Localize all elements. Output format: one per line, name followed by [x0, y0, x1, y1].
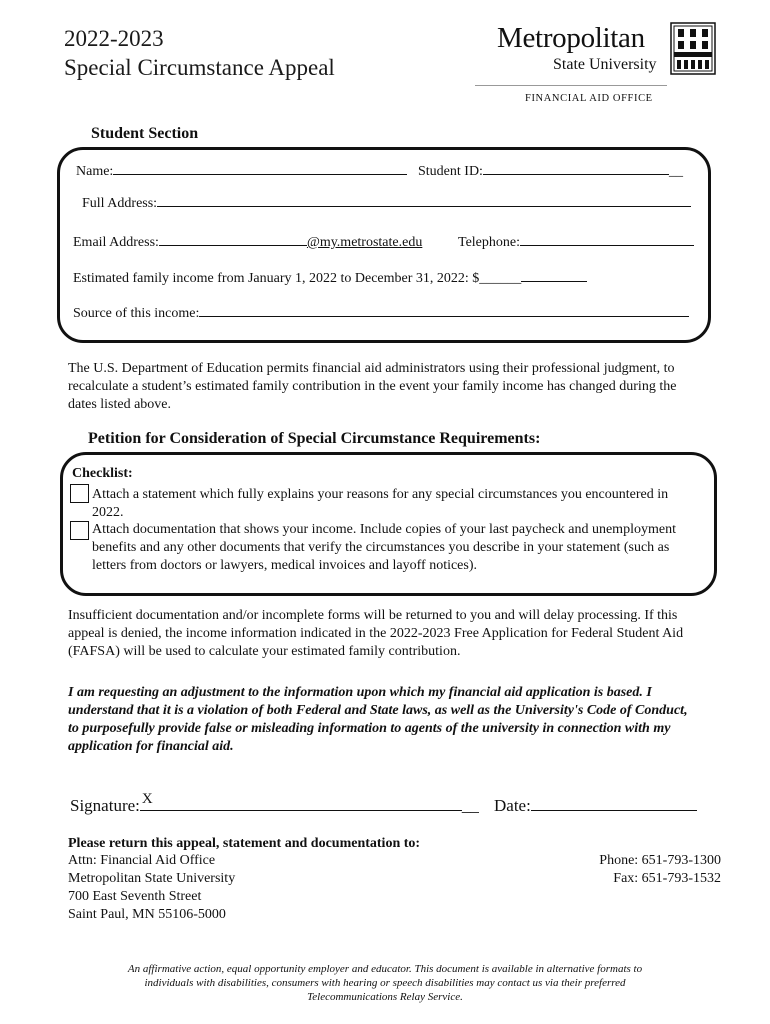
- university-logo-name: Metropolitan: [497, 22, 645, 54]
- checklist-checkbox-statement[interactable]: [70, 484, 89, 503]
- signature-mark: X: [141, 791, 153, 807]
- checklist-checkbox-documentation[interactable]: [70, 521, 89, 540]
- income-field[interactable]: [521, 268, 587, 282]
- signature-field[interactable]: [140, 791, 462, 811]
- footer-line-2: individuals with disabilities, consumers with hearing or speech disabilities may contact us via their preferred: [144, 977, 626, 989]
- return-phone: Phone: 651-793-1300: [599, 853, 721, 868]
- student-id-suffix: __: [668, 164, 683, 179]
- income-row: [73, 268, 587, 288]
- return-city: Saint Paul, MN 55106-5000: [68, 907, 226, 922]
- address-label: Full Address:: [82, 196, 158, 211]
- checklist-label: Checklist:: [72, 466, 133, 481]
- telephone-label: Telephone:: [458, 235, 520, 250]
- university-logo-sub: State University: [553, 56, 657, 73]
- petition-heading: Petition for Consideration of Special Circumstance Requirements:: [88, 430, 541, 447]
- address-field[interactable]: [157, 193, 691, 207]
- return-street: 700 East Seventh Street: [68, 889, 202, 904]
- checklist-item-statement: Attach a statement which fully explains your reasons for any special circumstances you encountered in 2022.: [92, 487, 669, 520]
- source-row: [73, 303, 689, 323]
- footer-line-1: An affirmative action, equal opportunity employer and educator. This document is available in alternative formats to: [127, 963, 643, 975]
- income-label: Estimated family income from January 1, 2022 to December 31, 2022: $______: [73, 271, 522, 286]
- insufficient-paragraph: Insufficient documentation and/or incomplete forms will be returned to you and will delay processing. If this appeal is denied, the income information indicated in the 2022-2023 Free Application for Federal Student Aid (FAFSA) will be used to calculate your estimated family contribution.: [68, 608, 684, 659]
- certification-statement: I am requesting an adjustment to the information upon which my financial aid application is based. I understand that it is a violation of both Federal and State laws, as well as the University's Code of Conduct, to purposefully provide false or misleading information to agents of the university in connection with my application for financial aid.: [68, 685, 688, 754]
- office-name: FINANCIAL AID OFFICE: [525, 93, 653, 104]
- return-contact: [599, 852, 721, 888]
- signature-row: [70, 791, 479, 817]
- date-label: Date:: [494, 796, 531, 815]
- name-field[interactable]: [113, 161, 407, 175]
- email-domain: @my.metrostate.edu: [306, 235, 423, 250]
- form-year: 2022-2023: [64, 26, 164, 51]
- form-title: [64, 24, 335, 82]
- return-attn: Attn: Financial Aid Office: [68, 853, 216, 868]
- return-address: [68, 852, 235, 924]
- address-row: [82, 193, 691, 213]
- signature-label: Signature:: [70, 796, 140, 815]
- intro-paragraph: The U.S. Department of Education permits financial aid administrators using their professional judgment, to recalculate a student’s estimated family contribution in the event your family income has changed during the dates listed above.: [68, 361, 677, 412]
- footer-line-3: Telecommunications Relay Service.: [307, 991, 463, 1003]
- source-label: Source of this income:: [73, 306, 200, 321]
- return-fax: Fax: 651-793-1532: [613, 871, 721, 886]
- return-heading: Please return this appeal, statement and documentation to:: [68, 836, 421, 851]
- email-label: Email Address:: [73, 235, 159, 250]
- student-section-heading: Student Section: [91, 125, 199, 142]
- signature-trail: __: [461, 796, 479, 815]
- return-org: Metropolitan State University: [68, 871, 236, 886]
- email-row: [73, 232, 422, 252]
- checklist-item-documentation: Attach documentation that shows your income. Include copies of your last paycheck and unemployment benefits and any other documents that verify the circumstances you describe in your statement (such as letters from doctors or lawyers, medical invoices and layoff notices).: [92, 522, 676, 573]
- name-row: [76, 161, 407, 181]
- name-label: Name:: [76, 164, 114, 179]
- logo-divider: [475, 85, 667, 86]
- student-id-field[interactable]: [483, 161, 669, 175]
- footer-disclaimer: [60, 962, 710, 1004]
- date-row: [494, 794, 697, 817]
- building-logo-icon: [670, 21, 716, 75]
- email-field[interactable]: [159, 232, 307, 246]
- student-id-label: Student ID:: [418, 164, 483, 179]
- telephone-field[interactable]: [520, 232, 694, 246]
- date-field[interactable]: [531, 794, 697, 811]
- form-title-text: Special Circumstance Appeal: [64, 55, 335, 80]
- source-field[interactable]: [199, 303, 689, 317]
- student-id-row: [418, 161, 683, 181]
- telephone-row: [458, 232, 694, 252]
